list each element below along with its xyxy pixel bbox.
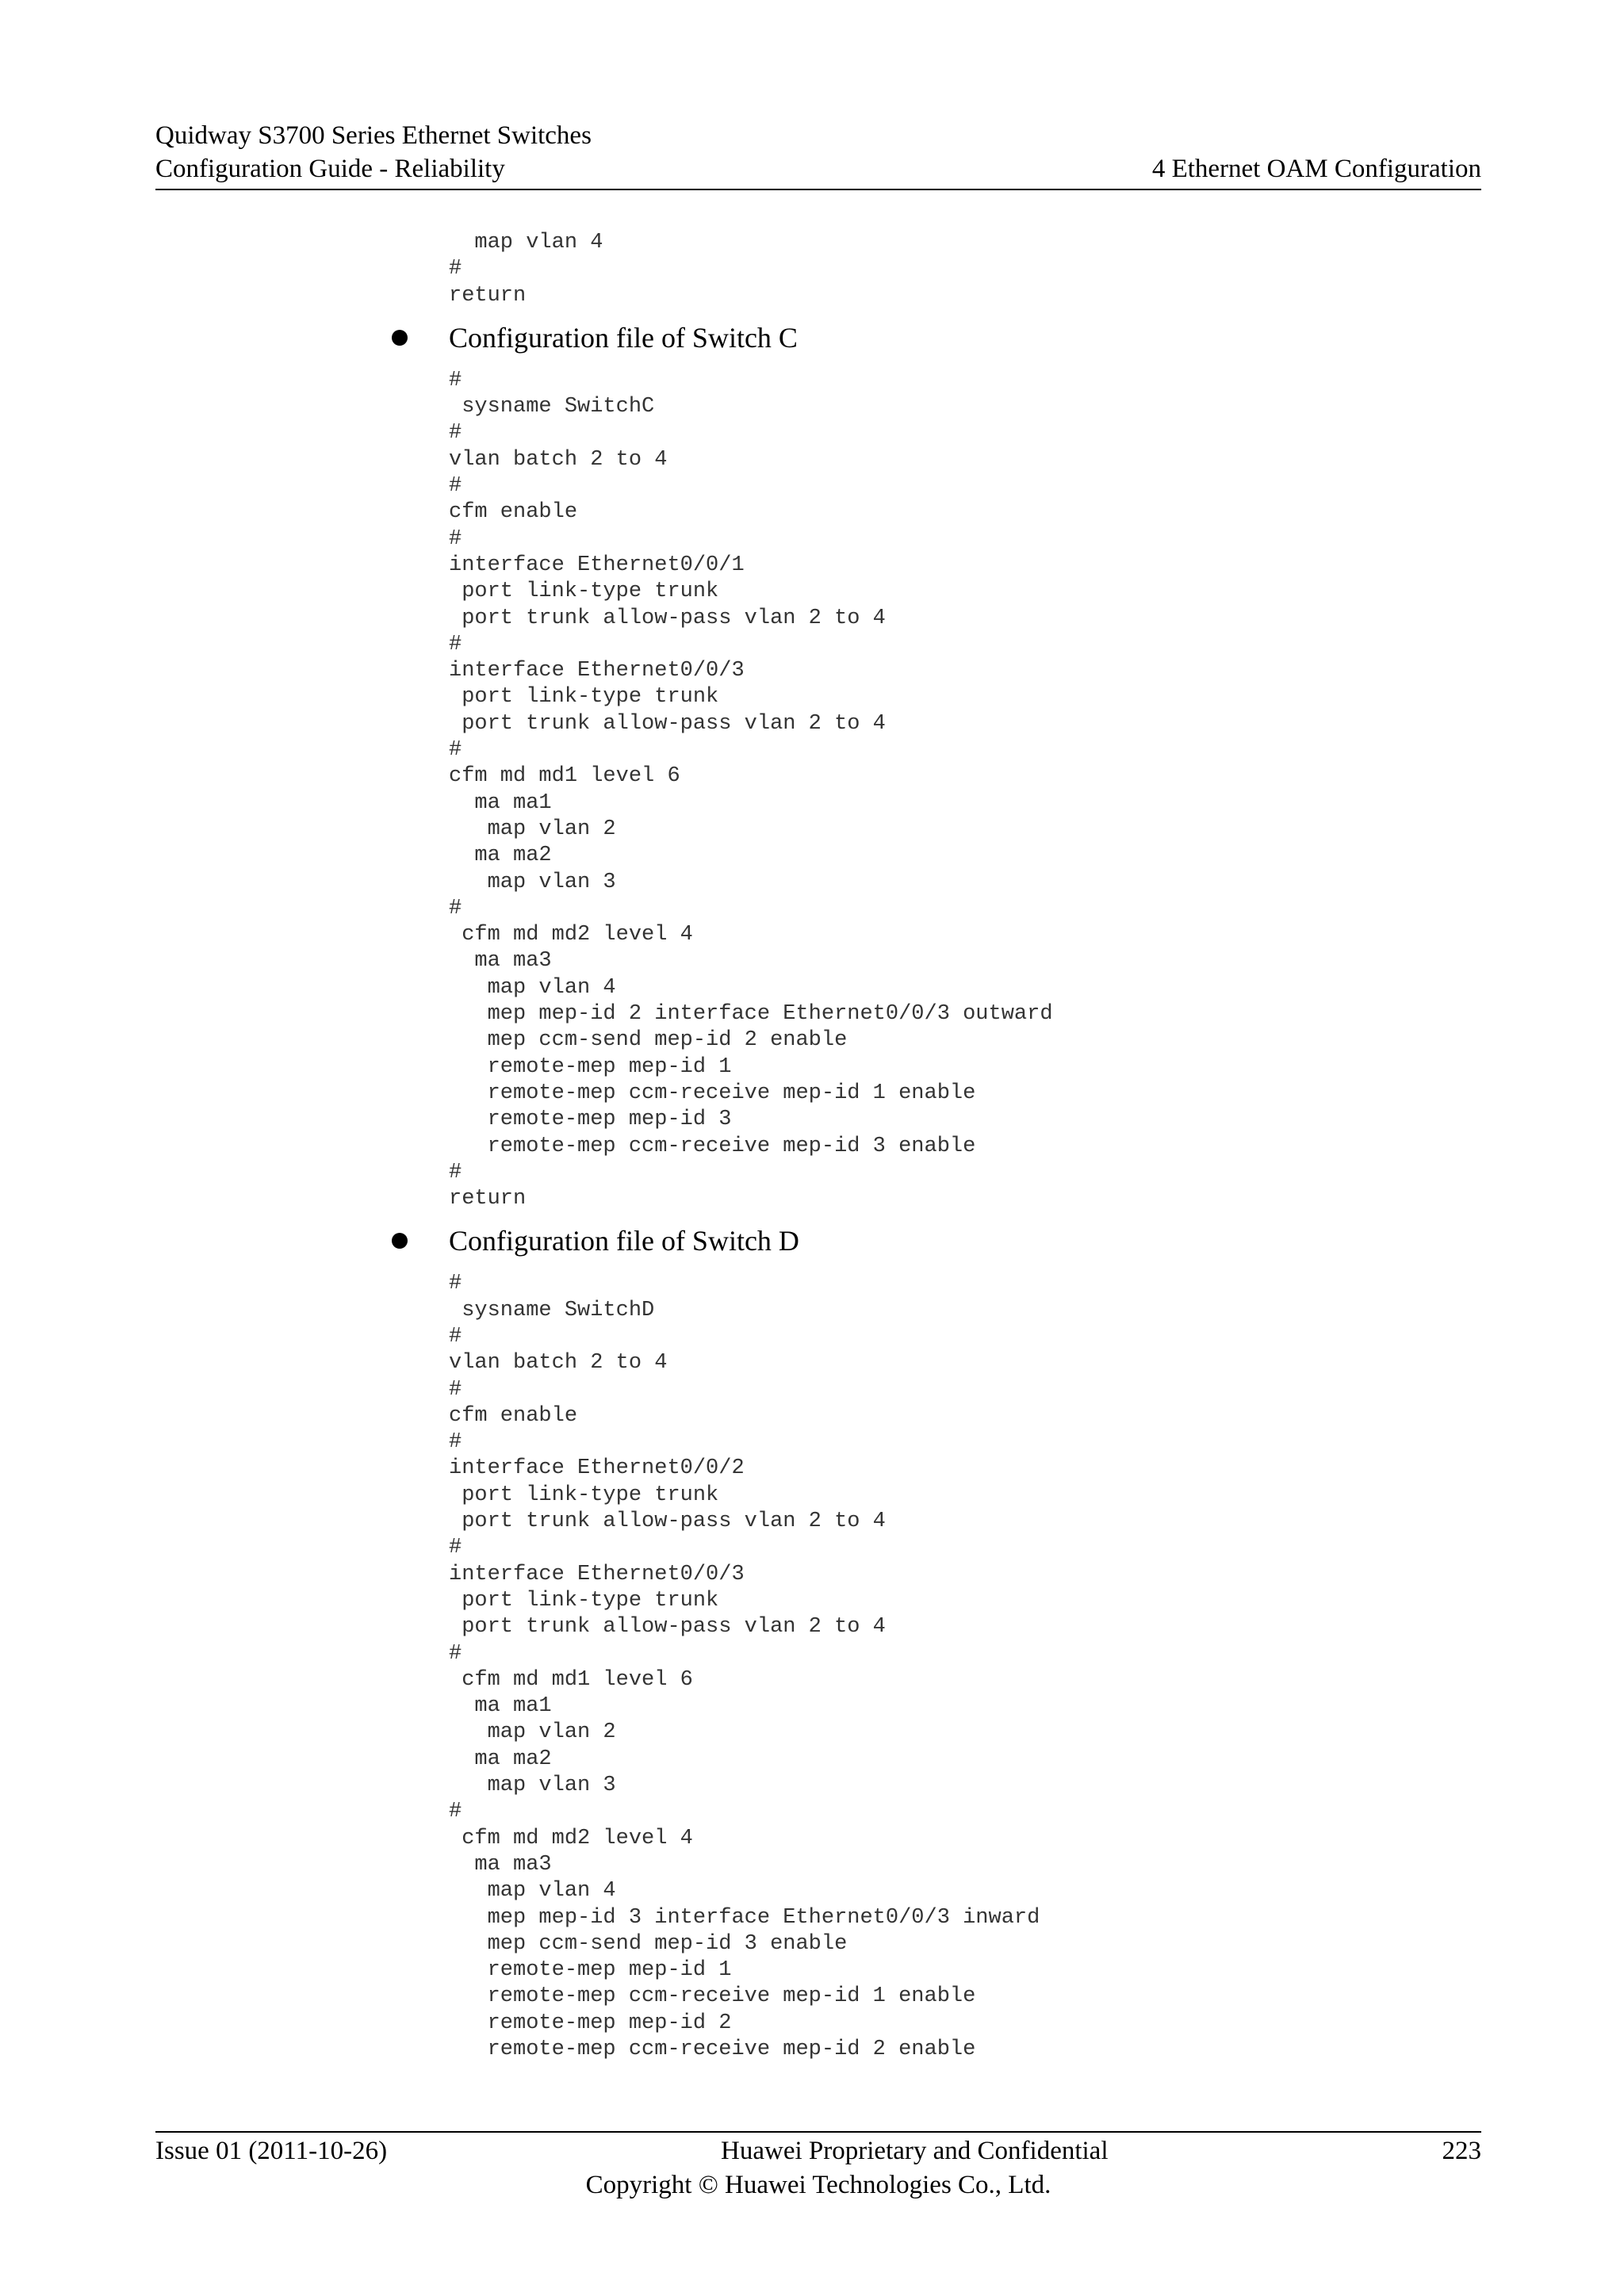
section-title-switch-c: Configuration file of Switch C (449, 321, 798, 354)
page-header (155, 119, 1481, 190)
code-block-top: map vlan 4 # return (449, 231, 603, 308)
issue-date: Issue 01 (2011-10-26) (155, 2137, 388, 2165)
page-content (155, 230, 1481, 2063)
bullet-dot-icon (392, 330, 408, 346)
product-title: Quidway S3700 Series Ethernet Switches (155, 121, 592, 150)
guide-title: Configuration Guide - Reliability (155, 155, 505, 183)
bullet-dot-icon (392, 1233, 408, 1249)
page-footer (155, 2131, 1481, 2202)
bullet-item-switch-c (155, 316, 1481, 360)
section-title-switch-d: Configuration file of Switch D (449, 1225, 799, 1257)
chapter-title: 4 Ethernet OAM Configuration (1151, 155, 1481, 183)
code-block-switch-c: # sysname SwitchC # vlan batch 2 to 4 # cfm enable # interface Ethernet0/0/1 port link-type trunk port trunk allow-pass vlan 2 to 4 # interface Ethernet0/0/3 port link-type trunk port trunk allow-pass vlan 2 to 4 # cfm md md1 level 6 ma ma1 map vlan 2 ma ma2 map vlan 3 # cfm md md2 level 4 ma ma3 map vlan 4 mep mep-id 2 interface Ethernet0/0/3 outward mep ccm-send mep-id 2 enable remote-mep mep-id 1 remote-mep ccm-receive mep-id 1 enable remote-mep mep-id 3 remote-mep ccm-receive mep-id 3 enable # return (449, 368, 1053, 1211)
proprietary-notice: Huawei Proprietary and Confidential (721, 2137, 1109, 2165)
page-number: 223 (1442, 2137, 1481, 2165)
bullet-item-switch-d (155, 1219, 1481, 1263)
code-block-switch-d: # sysname SwitchD # vlan batch 2 to 4 # cfm enable # interface Ethernet0/0/2 port link-type trunk port trunk allow-pass vlan 2 to 4 # interface Ethernet0/0/3 port link-type trunk port trunk allow-pass vlan 2 to 4 # cfm md md1 level 6 ma ma1 map vlan 2 ma ma2 map vlan 3 # cfm md md2 level 4 ma ma3 map vlan 4 mep mep-id 3 interface Ethernet0/0/3 inward mep ccm-send mep-id 3 enable remote-mep mep-id 1 remote-mep ccm-receive mep-id 1 enable remote-mep mep-id 2 remote-mep ccm-receive mep-id 2 enable (449, 1272, 1040, 2061)
copyright-notice: Copyright © Huawei Technologies Co., Ltd. (585, 2171, 1051, 2199)
